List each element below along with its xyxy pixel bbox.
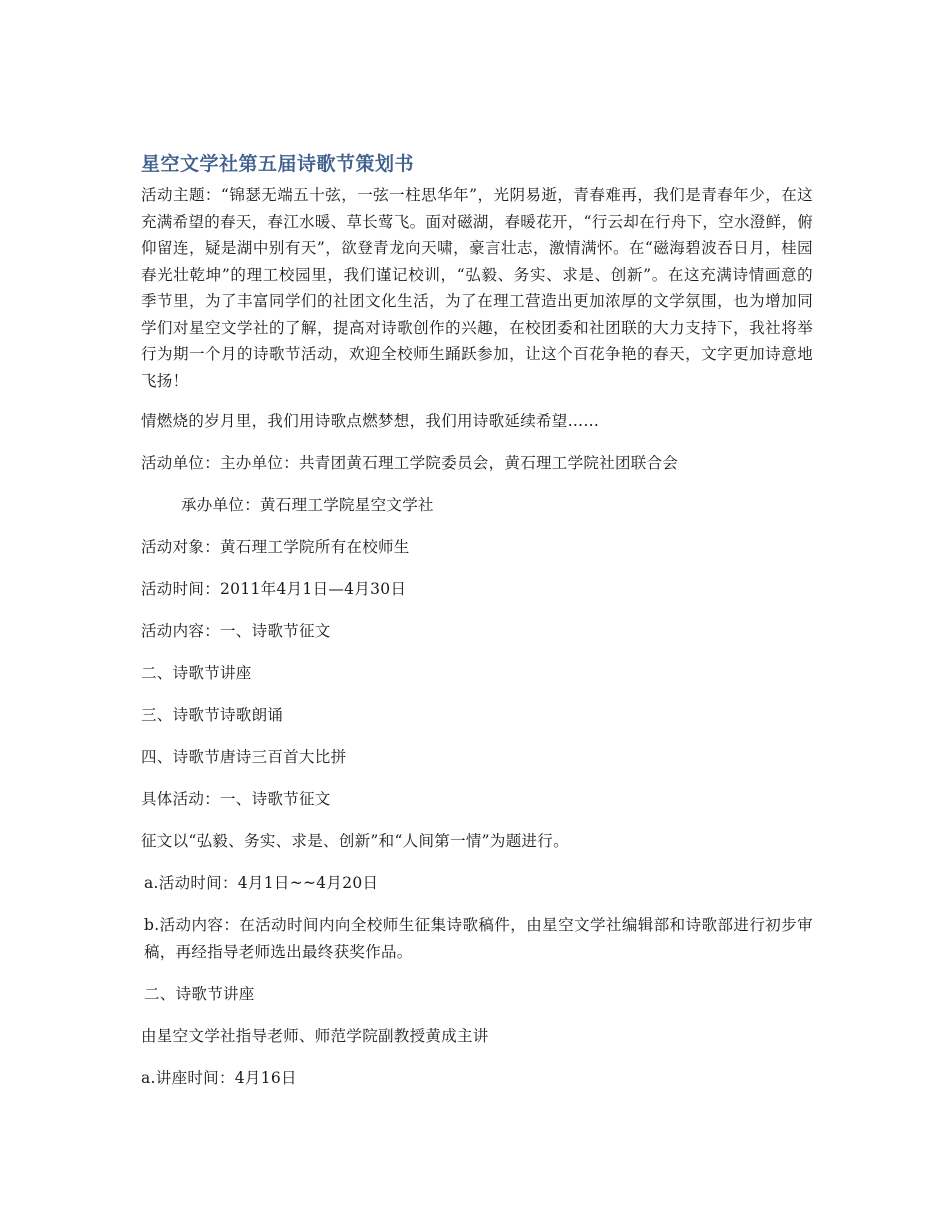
paragraph-content-4: 四、诗歌节唐诗三百首大比拼 <box>141 748 347 766</box>
paragraph-details-heading: 具体活动：一、诗歌节征文 <box>141 790 331 808</box>
paragraph-lecture-speaker: 由星空文学社指导老师、师范学院副教授黄成主讲 <box>141 1026 489 1045</box>
paragraph-audience: 活动对象：黄石理工学院所有在校师生 <box>141 538 410 556</box>
paragraph-content-3: 三、诗歌节诗歌朗诵 <box>141 706 284 724</box>
document-title: 星空文学社第五届诗歌节策划书 <box>141 153 415 175</box>
paragraph-essay-time: a.活动时间：4月1日~~4月20日 <box>144 874 379 892</box>
paragraph-essay-content: b.活动内容：在活动时间内向全校师生征集诗歌稿件，由星空文学社编辑部和诗歌部进行初步审稿，再经指导老师选出最终获奖作品。 <box>144 916 813 961</box>
paragraph-time: 活动时间：2011年4月1日—4月30日 <box>141 580 407 598</box>
paragraph-slogan: 情燃烧的岁月里，我们用诗歌点燃梦想，我们用诗歌延续希望…… <box>141 412 600 430</box>
paragraph-lecture-heading: 二、诗歌节讲座 <box>144 984 255 1003</box>
paragraph-content-1: 活动内容：一、诗歌节征文 <box>141 622 331 640</box>
paragraph-lecture-time: a.讲座时间：4月16日 <box>141 1068 297 1087</box>
document-page <box>141 150 813 1107</box>
paragraph-co-organizer: 承办单位：黄石理工学院星空文学社 <box>181 496 434 514</box>
paragraph-organizer: 活动单位：主办单位：共青团黄石理工学院委员会，黄石理工学院社团联合会 <box>141 454 679 472</box>
paragraph-content-2: 二、诗歌节讲座 <box>141 664 252 682</box>
paragraph-essay-theme: 征文以“弘毅、务实、求是、创新”和“人间第一情”为题进行。 <box>141 832 569 850</box>
paragraph-theme: 活动主题：“锦瑟无端五十弦，一弦一柱思华年”，光阴易逝，青春难再，我们是青春年少，在这充满希望的春天，春江水暖、草长莺飞。面对磁湖，春暖花开，“行云却在行舟下，空水澄鲜，俯仰留连，疑是湖中别有天”，欲登青龙向天啸，豪言壮志，激情满怀。在“磁海碧波吞日月，桂园春光壮乾坤”的理工校园里，我们谨记校训，“弘毅、务实、求是、创新”。在这充满诗情画意的季节里，为了丰富同学们的社团文化生活，为了在理工营造出更加浓厚的文学氛围，也为增加同学们对星空文学社的了解，提高对诗歌创作的兴趣，在校团委和社团联的大力支持下，我社将举行为期一个月的诗歌节活动，欢迎全校师生踊跃参加，让这个百花争艳的春天，文字更加诗意地飞扬！ <box>141 186 813 390</box>
